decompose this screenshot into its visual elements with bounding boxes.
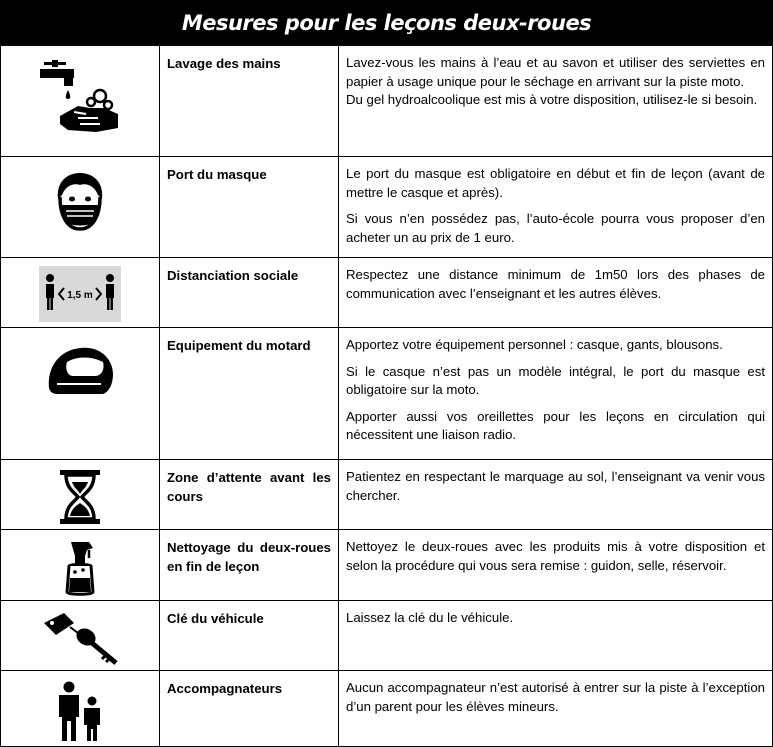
table-row — [1, 460, 773, 530]
label-cell — [160, 671, 339, 747]
icon-cell — [1, 157, 160, 258]
measure-label: Port du masque — [167, 167, 267, 182]
description-text: Laissez la clé du le véhicule. — [346, 610, 514, 625]
label-cell — [160, 530, 339, 601]
icon-cell — [1, 530, 160, 601]
description-cell — [339, 530, 773, 601]
icon-cell — [1, 258, 160, 328]
description-text: Du gel hydroalcoolique est mis à votre disposition, utilisez-le si besoin. — [346, 92, 758, 107]
table-row — [1, 258, 773, 328]
face-mask-icon — [1, 157, 159, 233]
title-banner — [0, 0, 773, 45]
measures-table — [0, 45, 773, 747]
description-cell — [339, 460, 773, 530]
description-cell — [339, 258, 773, 328]
table-row — [1, 46, 773, 157]
description-text: Respectez une distance minimum de 1m50 lors des phases de communication avec l’enseignant et les autres élèves. — [346, 267, 765, 301]
table-row — [1, 157, 773, 258]
label-cell — [160, 328, 339, 460]
description-text: Apporter aussi vos oreillettes pour les leçons en circulation qui nécessitent une liaison radio. — [346, 408, 765, 442]
measure-label: Accompagnateurs — [167, 681, 283, 696]
measure-label: Lavage des mains — [167, 56, 281, 71]
description-text: Si le casque n’est pas un modèle intégral, le port du masque est obligatoire sur la moto. — [346, 363, 765, 397]
measure-label: Clé du véhicule — [167, 611, 264, 626]
description-text: Lavez-vous les mains à l’eau et au savon et utiliser des serviettes en papier à usage unique pour le séchage en arrivant sur la piste moto. — [346, 55, 765, 89]
label-cell — [160, 258, 339, 328]
table-row — [1, 328, 773, 460]
icon-cell — [1, 328, 160, 460]
icon-cell — [1, 460, 160, 530]
description-cell — [339, 671, 773, 747]
description-text: Aucun accompagnateur n’est autorisé à entrer sur la piste à l’exception d’un parent pour les élèves mineurs. — [346, 680, 765, 714]
label-cell — [160, 460, 339, 530]
description-text: Le port du masque est obligatoire en début et fin de leçon (avant de mettre le casque et après). — [346, 166, 765, 200]
measure-label: Equipement du motard — [167, 338, 311, 353]
icon-cell — [1, 671, 160, 747]
table-row — [1, 530, 773, 601]
label-cell — [160, 46, 339, 157]
description-text: Patientez en respectant le marquage au sol, l’enseignant va venir vous chercher. — [346, 469, 765, 503]
description-cell — [339, 601, 773, 671]
description-cell — [339, 157, 773, 258]
description-text: Nettoyez le deux-roues avec les produits mis à votre disposition et selon la procédure qui vous sera remise : guidon, selle, réservoir. — [346, 539, 765, 573]
measure-label: Nettoyage du deux-roues en fin de leçon — [167, 540, 331, 574]
spray-bottle-icon — [1, 530, 159, 596]
key-icon — [1, 601, 159, 665]
people-icon — [1, 671, 159, 741]
social-distance-icon — [1, 258, 159, 322]
label-cell — [160, 601, 339, 671]
icon-cell — [1, 601, 160, 671]
page-title: Mesures pour les leçons deux-roues — [181, 10, 592, 35]
description-cell — [339, 46, 773, 157]
hourglass-icon — [1, 460, 159, 524]
label-cell — [160, 157, 339, 258]
table-row — [1, 671, 773, 747]
description-cell — [339, 328, 773, 460]
icon-cell — [1, 46, 160, 157]
table-row — [1, 601, 773, 671]
distance-label: 1,5 m — [67, 290, 93, 301]
helmet-icon — [1, 328, 159, 396]
description-text: Apportez votre équipement personnel : casque, gants, blousons. — [346, 337, 723, 352]
description-text: Si vous n’en possédez pas, l’auto-école pourra vous proposer d’en acheter un au prix de 1 euro. — [346, 211, 765, 245]
measure-label: Zone d’attente avant les cours — [167, 470, 331, 504]
measure-label: Distanciation sociale — [167, 268, 299, 283]
handwash-icon — [1, 46, 159, 138]
